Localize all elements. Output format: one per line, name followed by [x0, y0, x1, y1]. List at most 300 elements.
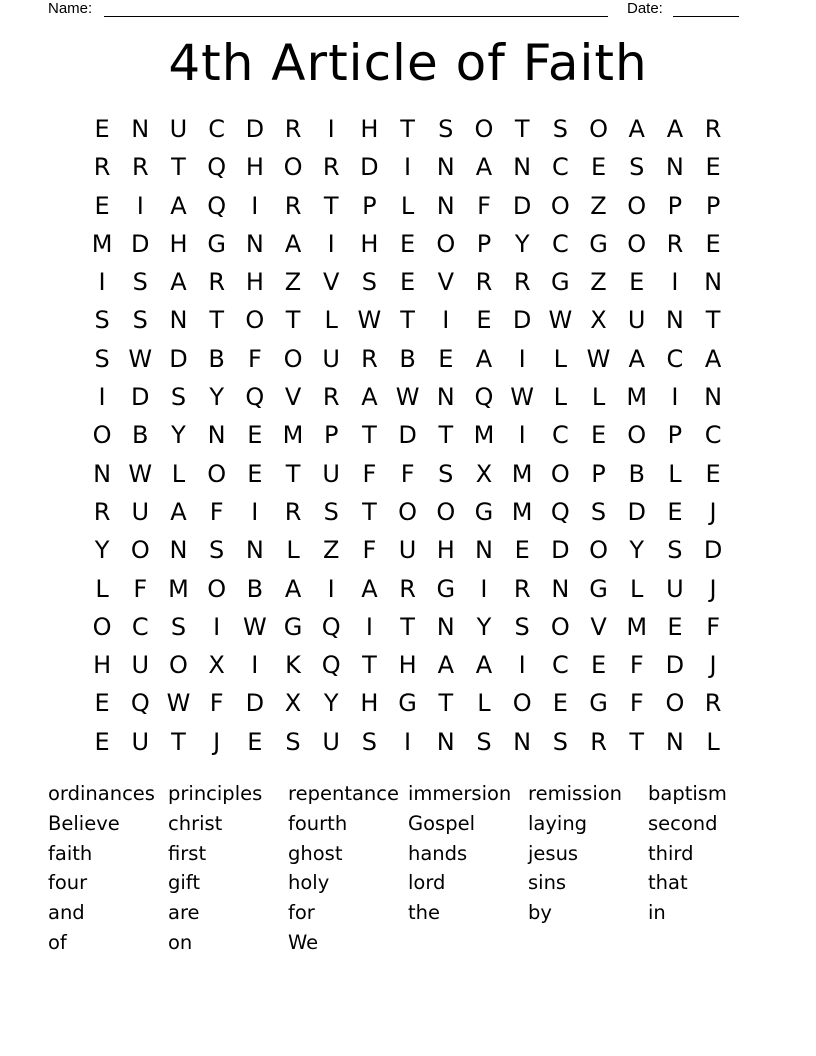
- grid-letter: F: [362, 536, 377, 565]
- grid-letter: S: [629, 153, 645, 182]
- grid-letter: C: [131, 612, 149, 641]
- grid-letter: I: [480, 574, 488, 603]
- grid-letter: R: [704, 689, 722, 718]
- word-list-item: that: [648, 871, 688, 895]
- grid-letter: H: [169, 229, 188, 258]
- name-label: Name:: [48, 0, 93, 17]
- grid-letter: B: [628, 459, 645, 488]
- grid-letter: O: [627, 421, 647, 450]
- grid-letter: R: [666, 229, 684, 258]
- grid-letter: O: [627, 191, 647, 220]
- grid-letter: F: [477, 191, 491, 220]
- grid-letter: W: [510, 383, 535, 412]
- word-list-item: repentance: [288, 782, 399, 805]
- grid-letter: T: [285, 306, 301, 335]
- grid-letter: U: [131, 727, 150, 756]
- word-list-item: christ: [168, 811, 223, 835]
- grid-letter: N: [513, 153, 532, 182]
- grid-letter: N: [513, 727, 532, 756]
- grid-letter: O: [589, 536, 608, 565]
- grid-letter: F: [209, 689, 224, 718]
- grid-letter: Y: [514, 229, 530, 258]
- grid-letter: O: [627, 229, 647, 258]
- grid-letter: V: [590, 612, 607, 641]
- date-label: Date:: [627, 0, 663, 17]
- grid-letter: A: [284, 229, 302, 258]
- grid-letter: I: [327, 229, 335, 258]
- word-list-item: second: [648, 811, 718, 835]
- grid-letter: M: [511, 459, 533, 488]
- grid-letter: A: [704, 344, 722, 373]
- grid-letter: P: [323, 421, 339, 450]
- grid-letter: Q: [474, 383, 494, 412]
- grid-letter: N: [169, 536, 188, 565]
- grid-letter: A: [361, 574, 378, 603]
- grid-letter: Z: [322, 536, 340, 565]
- grid-letter: O: [589, 115, 608, 143]
- word-list-item: hands: [408, 841, 468, 865]
- word-list-item: the: [408, 901, 441, 925]
- grid-letter: G: [589, 574, 608, 603]
- grid-letter: M: [91, 229, 113, 258]
- grid-letter: Y: [323, 689, 339, 718]
- grid-letter: S: [590, 497, 607, 526]
- grid-letter: E: [94, 727, 110, 756]
- grid-letter: E: [247, 421, 263, 450]
- grid-letter: M: [282, 421, 304, 450]
- grid-letter: R: [590, 727, 607, 756]
- grid-letter: L: [553, 344, 568, 373]
- grid-letter: M: [626, 383, 648, 412]
- grid-letter: D: [398, 421, 417, 450]
- grid-letter: C: [704, 421, 722, 450]
- word-list-item: are: [168, 901, 200, 925]
- word-list-item: Believe: [48, 811, 120, 835]
- grid-letter: L: [95, 574, 109, 603]
- grid-letter: S: [552, 727, 568, 756]
- grid-letter: T: [514, 115, 530, 143]
- grid-letter: I: [518, 344, 526, 373]
- grid-letter: D: [245, 689, 265, 718]
- grid-letter: Y: [209, 383, 224, 412]
- grid-letter: T: [171, 153, 186, 182]
- word-list-item: We: [288, 930, 319, 954]
- grid-letter: D: [551, 536, 570, 565]
- grid-letter: O: [512, 689, 532, 718]
- grid-letter: J: [709, 497, 717, 526]
- grid-letter: O: [283, 344, 303, 373]
- grid-letter: N: [665, 153, 684, 182]
- grid-letter: I: [404, 727, 412, 756]
- grid-letter: I: [213, 612, 221, 641]
- grid-letter: M: [626, 612, 648, 641]
- grid-letter: G: [207, 229, 226, 258]
- grid-letter: P: [591, 459, 606, 488]
- grid-letter: N: [551, 574, 570, 603]
- grid-letter: T: [400, 115, 415, 143]
- grid-letter: N: [245, 229, 264, 258]
- grid-letter: E: [705, 229, 721, 258]
- grid-letter: I: [442, 306, 450, 335]
- grid-letter: W: [548, 306, 573, 335]
- grid-letter: F: [133, 574, 148, 603]
- grid-letter: H: [436, 536, 455, 565]
- grid-letter: H: [398, 651, 417, 680]
- grid-letter: H: [360, 115, 379, 143]
- grid-letter: A: [666, 115, 684, 143]
- grid-letter: S: [476, 727, 492, 756]
- grid-letter: N: [169, 306, 188, 335]
- grid-letter: G: [551, 268, 570, 297]
- grid-letter: L: [171, 459, 186, 488]
- grid-letter: D: [665, 651, 685, 680]
- grid-letter: T: [362, 421, 377, 450]
- grid-letter: S: [132, 268, 148, 297]
- grid-letter: O: [436, 229, 456, 258]
- grid-letter: E: [94, 689, 110, 718]
- grid-letter: N: [436, 383, 455, 412]
- grid-letter: H: [245, 268, 264, 297]
- grid-letter: E: [438, 344, 454, 373]
- grid-letter: P: [476, 229, 492, 258]
- word-list-item: and: [48, 901, 85, 925]
- grid-letter: N: [436, 153, 455, 182]
- grid-letter: W: [395, 383, 420, 412]
- grid-letter: O: [665, 689, 685, 718]
- grid-letter: J: [709, 574, 717, 603]
- word-list-item: third: [648, 841, 694, 865]
- grid-letter: H: [360, 689, 379, 718]
- grid-letter: I: [327, 574, 335, 603]
- grid-letter: C: [666, 344, 684, 373]
- grid-letter: N: [436, 727, 455, 756]
- grid-letter: D: [703, 536, 723, 565]
- grid-letter: X: [284, 689, 302, 718]
- grid-letter: A: [475, 651, 493, 680]
- grid-letter: C: [551, 421, 569, 450]
- grid-letter: S: [170, 383, 187, 412]
- grid-letter: W: [242, 612, 267, 641]
- grid-letter: M: [511, 497, 533, 526]
- grid-letter: A: [475, 153, 493, 182]
- grid-letter: O: [92, 421, 112, 450]
- grid-letter: B: [246, 574, 264, 603]
- word-list-item: laying: [528, 811, 588, 835]
- grid-letter: X: [590, 306, 607, 335]
- word-list-item: jesus: [528, 841, 579, 865]
- grid-letter: I: [671, 268, 679, 297]
- grid-letter: O: [130, 536, 150, 565]
- grid-letter: T: [438, 421, 454, 450]
- word-list-item: ghost: [288, 841, 343, 865]
- grid-letter: F: [629, 689, 644, 718]
- grid-letter: N: [207, 421, 226, 450]
- grid-letter: L: [706, 727, 720, 756]
- grid-letter: S: [552, 115, 568, 143]
- grid-letter: R: [322, 383, 340, 412]
- grid-letter: W: [128, 344, 153, 373]
- grid-letter: W: [166, 689, 191, 718]
- grid-letter: F: [209, 497, 224, 526]
- word-list-item: holy: [288, 871, 330, 895]
- grid-letter: S: [285, 727, 301, 756]
- grid-letter: C: [551, 651, 569, 680]
- word-list-item: for: [288, 901, 315, 925]
- grid-letter: T: [438, 689, 454, 718]
- grid-letter: V: [284, 383, 302, 412]
- grid-letter: J: [213, 727, 221, 756]
- grid-letter: Q: [245, 383, 265, 412]
- grid-letter: O: [436, 497, 456, 526]
- grid-letter: R: [284, 115, 302, 143]
- grid-letter: T: [285, 459, 301, 488]
- grid-letter: I: [251, 497, 259, 526]
- word-list-item: on: [168, 930, 193, 954]
- grid-letter: D: [512, 306, 532, 335]
- word-list-item: gift: [168, 871, 200, 895]
- word-list-item: faith: [48, 841, 93, 865]
- grid-letter: N: [665, 306, 684, 335]
- word-list-item: baptism: [648, 782, 727, 805]
- word-list: [48, 779, 768, 958]
- grid-letter: I: [251, 191, 259, 220]
- grid-letter: P: [705, 191, 721, 220]
- grid-letter: I: [518, 651, 526, 680]
- grid-letter: Q: [207, 191, 227, 220]
- grid-letter: R: [513, 574, 531, 603]
- grid-letter: E: [590, 153, 607, 182]
- grid-letter: D: [169, 344, 188, 373]
- grid-letter: A: [475, 344, 493, 373]
- grid-letter: I: [327, 115, 335, 143]
- grid-letter: G: [589, 689, 608, 718]
- grid-letter: E: [400, 268, 416, 297]
- grid-letter: O: [398, 497, 418, 526]
- grid-letter: U: [131, 497, 150, 526]
- grid-letter: R: [93, 153, 111, 182]
- grid-letter: T: [400, 306, 415, 335]
- grid-letter: V: [323, 268, 340, 297]
- grid-letter: E: [94, 115, 110, 143]
- grid-letter: E: [590, 421, 607, 450]
- grid-letter: F: [247, 344, 262, 373]
- grid-letter: T: [705, 306, 721, 335]
- grid-letter: E: [94, 191, 110, 220]
- grid-letter: E: [552, 689, 568, 718]
- grid-letter: R: [284, 191, 302, 220]
- grid-letter: O: [169, 651, 188, 680]
- grid-letter: Y: [629, 536, 645, 565]
- grid-letter: G: [589, 229, 608, 258]
- grid-letter: E: [400, 229, 416, 258]
- grid-letter: D: [360, 153, 379, 182]
- grid-letter: E: [590, 651, 607, 680]
- grid-letter: L: [630, 574, 644, 603]
- grid-letter: H: [360, 229, 379, 258]
- grid-letter: R: [322, 153, 340, 182]
- grid-letter: N: [474, 536, 493, 565]
- word-list-item: immersion: [408, 782, 512, 805]
- grid-letter: S: [132, 306, 148, 335]
- grid-letter: E: [514, 536, 530, 565]
- grid-letter: Q: [207, 153, 227, 182]
- letter-grid: [83, 110, 732, 761]
- grid-letter: U: [666, 574, 684, 603]
- grid-letter: U: [169, 115, 188, 143]
- grid-letter: C: [551, 153, 569, 182]
- grid-letter: B: [399, 344, 416, 373]
- grid-letter: M: [168, 574, 189, 603]
- grid-letter: O: [550, 191, 570, 220]
- grid-letter: I: [98, 268, 106, 297]
- grid-letter: S: [209, 536, 225, 565]
- date-blank-line: [673, 16, 739, 17]
- grid-letter: E: [705, 459, 721, 488]
- grid-letter: S: [94, 344, 110, 373]
- grid-letter: Z: [284, 268, 302, 297]
- grid-letter: Y: [476, 612, 492, 641]
- grid-letter: W: [357, 306, 382, 335]
- grid-letter: S: [361, 268, 378, 297]
- grid-letter: A: [170, 268, 187, 297]
- grid-letter: F: [362, 459, 377, 488]
- grid-letter: P: [362, 191, 377, 220]
- grid-letter: D: [627, 497, 646, 526]
- grid-letter: Y: [171, 421, 186, 450]
- grid-letter: N: [436, 191, 455, 220]
- grid-letter: O: [207, 459, 227, 488]
- grid-letter: S: [94, 306, 110, 335]
- grid-letter: R: [399, 574, 416, 603]
- grid-letter: L: [553, 383, 568, 412]
- grid-letter: I: [404, 153, 412, 182]
- grid-letter: B: [132, 421, 149, 450]
- grid-letter: D: [131, 383, 150, 412]
- grid-letter: E: [476, 306, 492, 335]
- grid-letter: F: [706, 612, 720, 641]
- grid-letter: S: [514, 612, 530, 641]
- grid-letter: E: [667, 612, 683, 641]
- grid-letter: P: [667, 421, 683, 450]
- grid-letter: F: [629, 651, 644, 680]
- grid-letter: L: [324, 306, 338, 335]
- page-title: 4th Article of Faith: [168, 34, 648, 92]
- word-list-item: principles: [168, 782, 263, 805]
- grid-letter: W: [586, 344, 611, 373]
- grid-letter: Q: [321, 612, 341, 641]
- grid-letter: G: [474, 497, 494, 526]
- grid-letter: C: [208, 115, 226, 143]
- grid-letter: S: [361, 727, 378, 756]
- grid-letter: Z: [590, 191, 607, 220]
- grid-letter: U: [322, 344, 340, 373]
- grid-letter: O: [474, 115, 494, 143]
- grid-letter: G: [398, 689, 417, 718]
- grid-letter: L: [591, 383, 606, 412]
- grid-letter: S: [667, 536, 683, 565]
- grid-letter: U: [322, 727, 340, 756]
- grid-letter: T: [629, 727, 645, 756]
- grid-letter: N: [704, 268, 723, 297]
- grid-letter: H: [245, 153, 264, 182]
- grid-letter: D: [245, 115, 265, 143]
- grid-letter: O: [207, 574, 227, 603]
- grid-letter: Z: [590, 268, 607, 297]
- grid-letter: I: [251, 651, 259, 680]
- grid-letter: Q: [130, 689, 150, 718]
- word-list-item: sins: [528, 871, 567, 895]
- grid-letter: A: [437, 651, 454, 680]
- grid-letter: L: [477, 689, 491, 718]
- name-blank-line: [104, 16, 608, 17]
- grid-letter: A: [361, 383, 378, 412]
- grid-letter: U: [131, 651, 150, 680]
- grid-letter: V: [437, 268, 454, 297]
- grid-letter: K: [285, 651, 301, 680]
- grid-letter: O: [550, 459, 570, 488]
- grid-letter: B: [208, 344, 225, 373]
- grid-letter: A: [628, 115, 645, 143]
- grid-letter: R: [208, 268, 225, 297]
- grid-letter: O: [245, 306, 265, 335]
- grid-letter: N: [93, 459, 112, 488]
- word-list-item: ordinances: [48, 782, 155, 805]
- grid-letter: O: [92, 612, 112, 641]
- grid-letter: D: [131, 229, 150, 258]
- word-list-item: first: [168, 841, 207, 865]
- grid-letter: U: [398, 536, 417, 565]
- grid-letter: G: [283, 612, 303, 641]
- word-list-item: Gospel: [408, 811, 475, 835]
- word-list-item: four: [48, 871, 88, 895]
- grid-letter: E: [247, 727, 263, 756]
- word-list-item: lord: [408, 871, 446, 895]
- grid-letter: E: [705, 153, 721, 182]
- grid-letter: T: [323, 191, 339, 220]
- grid-letter: N: [665, 727, 684, 756]
- grid-letter: C: [551, 229, 569, 258]
- word-list-item: fourth: [288, 811, 348, 835]
- grid-letter: T: [362, 497, 377, 526]
- grid-letter: I: [365, 612, 373, 641]
- grid-letter: X: [208, 651, 225, 680]
- grid-letter: R: [361, 344, 378, 373]
- grid-letter: N: [131, 115, 150, 143]
- grid-letter: I: [98, 383, 106, 412]
- grid-letter: R: [93, 497, 111, 526]
- grid-letter: S: [323, 497, 339, 526]
- grid-letter: R: [475, 268, 493, 297]
- grid-letter: H: [93, 651, 112, 680]
- grid-letter: L: [668, 459, 682, 488]
- grid-letter: N: [436, 612, 455, 641]
- grid-letter: T: [209, 306, 224, 335]
- grid-letter: J: [709, 651, 717, 680]
- grid-letter: T: [400, 612, 415, 641]
- grid-letter: O: [550, 612, 570, 641]
- grid-letter: R: [284, 497, 302, 526]
- grid-letter: X: [475, 459, 493, 488]
- grid-letter: E: [667, 497, 683, 526]
- grid-letter: A: [628, 344, 645, 373]
- grid-letter: A: [170, 191, 187, 220]
- grid-letter: S: [438, 459, 454, 488]
- grid-letter: R: [131, 153, 149, 182]
- grid-letter: U: [627, 306, 646, 335]
- grid-letter: R: [513, 268, 531, 297]
- word-list-item: by: [528, 901, 552, 925]
- grid-letter: T: [171, 727, 186, 756]
